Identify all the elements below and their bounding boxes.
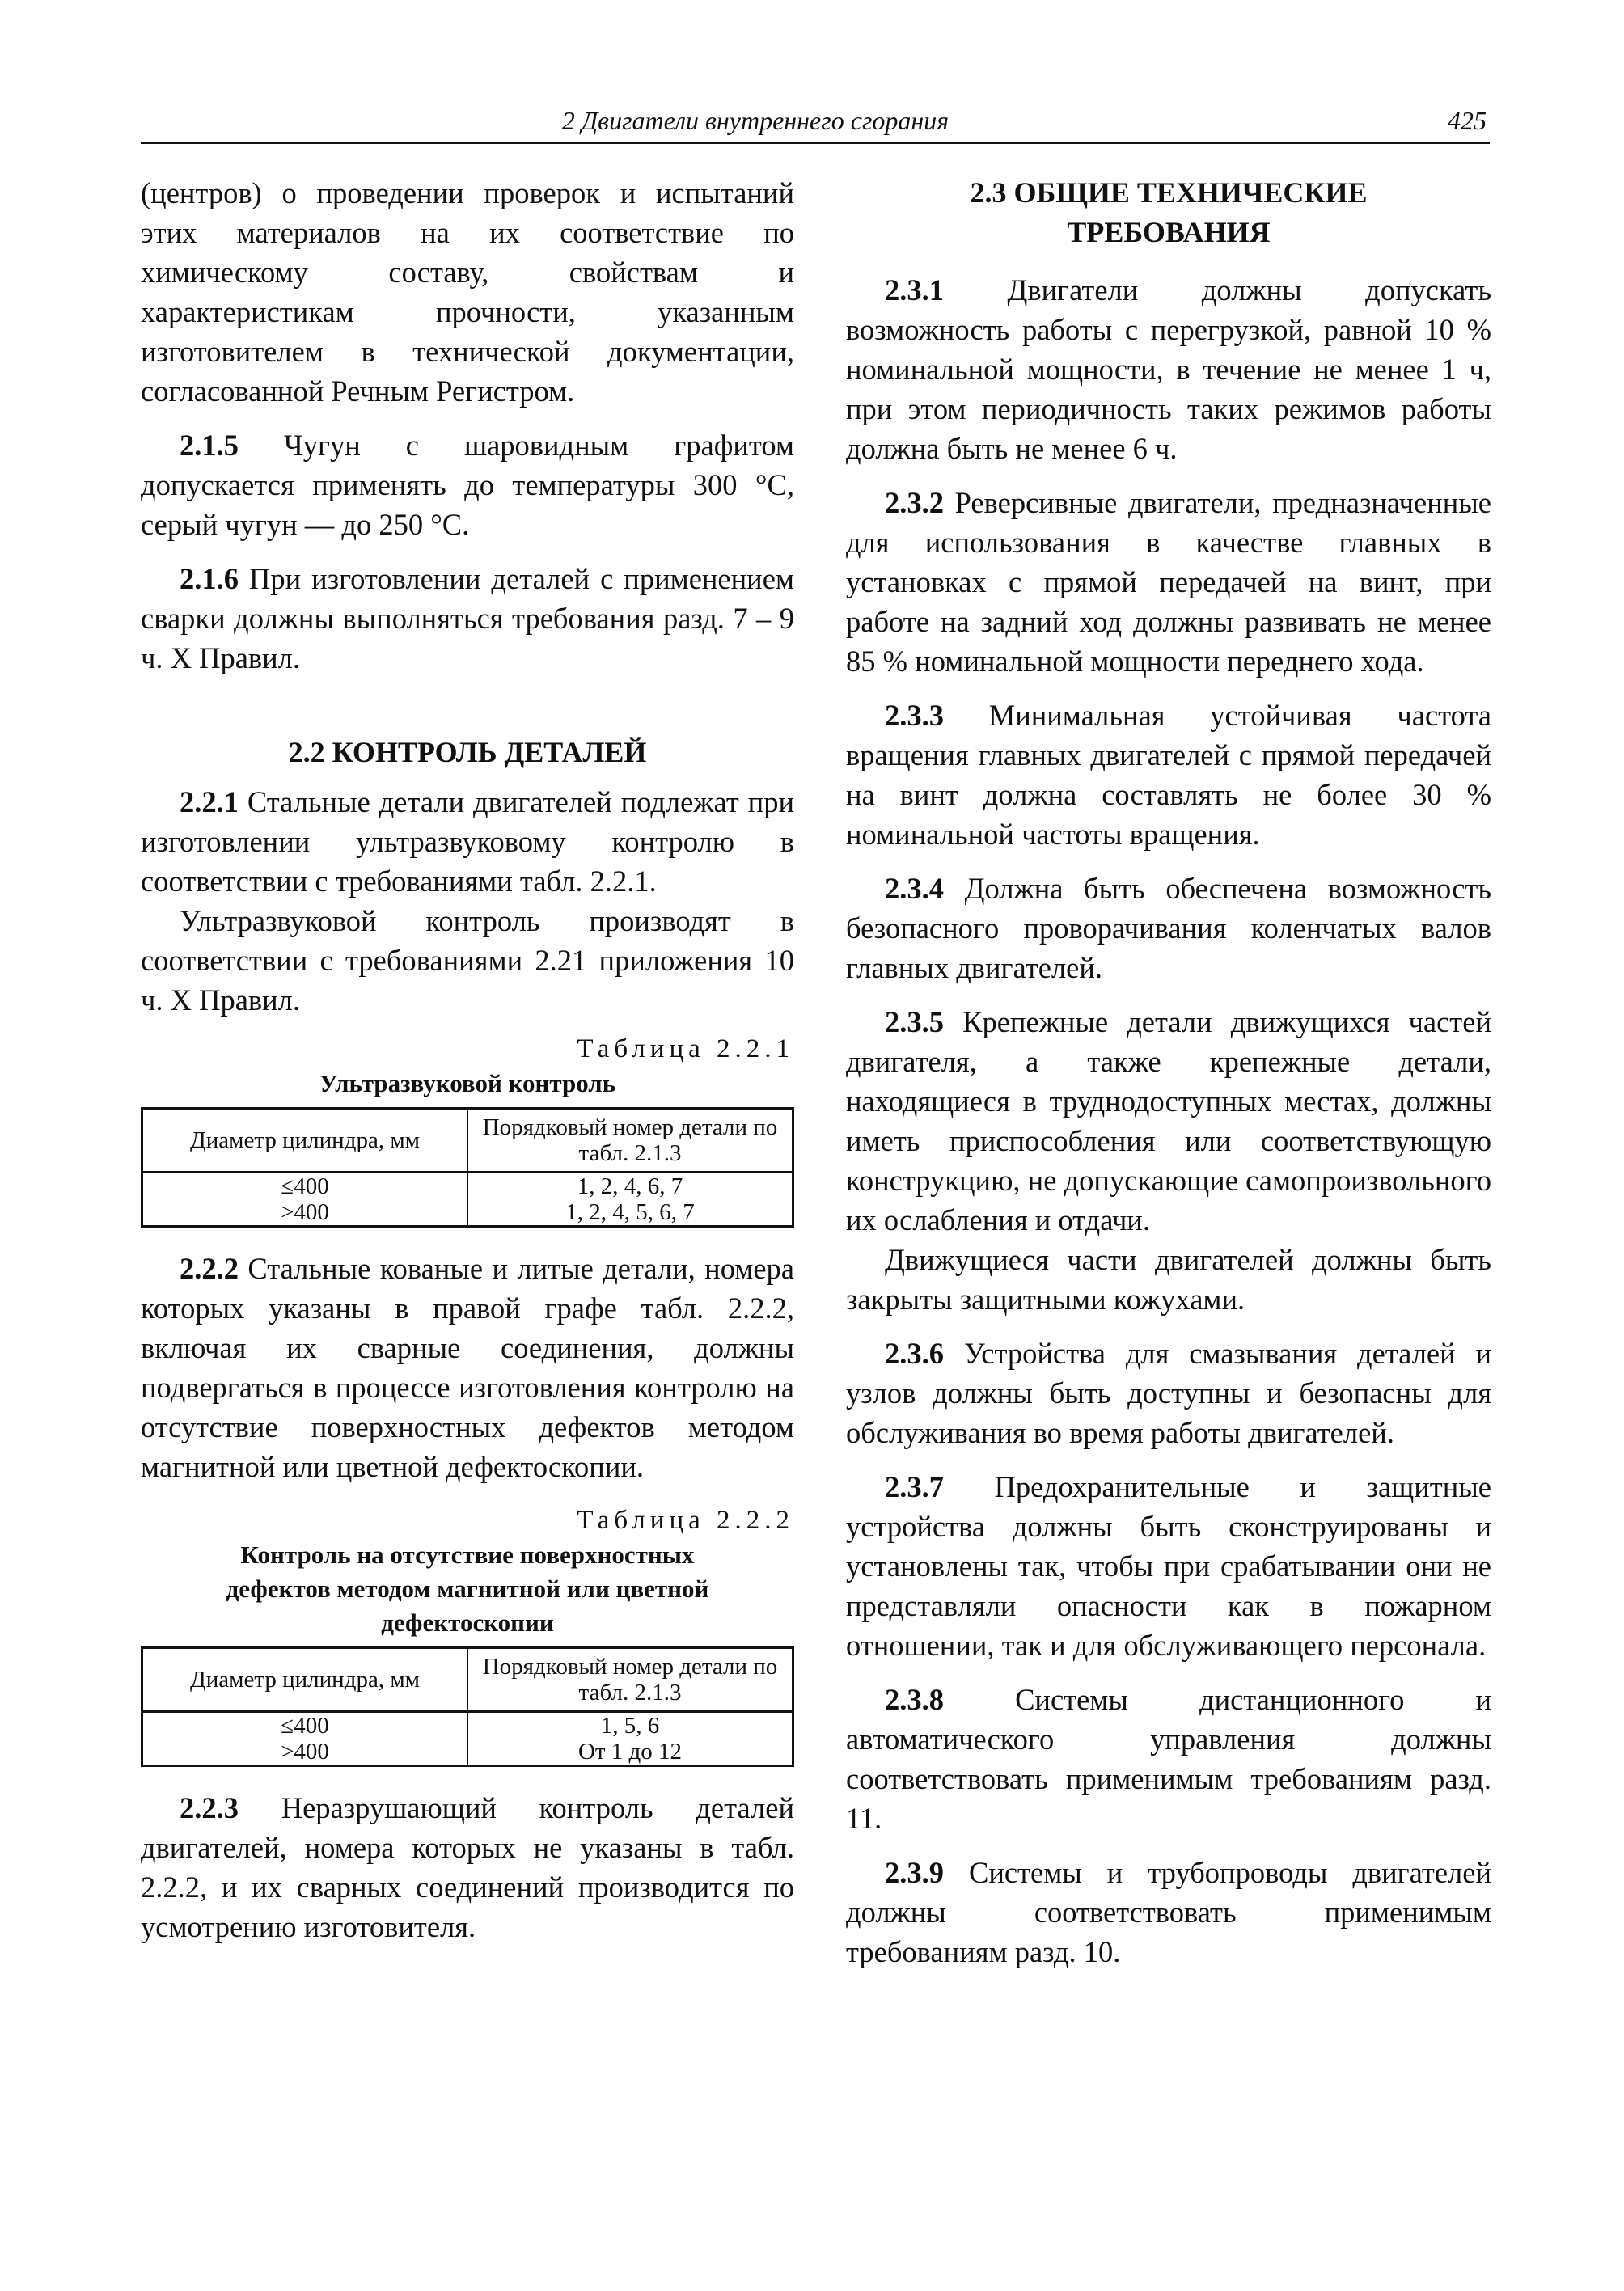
cell-diameter: >400: [142, 1199, 468, 1227]
column-header: Порядковый номер детали по табл. 2.1.3: [467, 1109, 793, 1173]
clause-number: 2.3.6: [885, 1337, 944, 1370]
running-header: [141, 103, 1490, 144]
paragraph-2-1-6: [141, 559, 794, 678]
cell-part-number: 1, 5, 6: [467, 1712, 793, 1739]
paragraph-2-3-1: [846, 270, 1491, 468]
table-row: [142, 1173, 793, 1200]
table-row: [142, 1199, 793, 1227]
table-row: [142, 1739, 793, 1766]
surface-defects-table: [141, 1646, 794, 1767]
clause-number: 2.3.4: [885, 872, 944, 905]
clause-text: Стальные детали двигателей подлежат при изготовлении ультразвуковому контролю в соответствии с требованиями табл. 2.2.1.: [141, 785, 794, 898]
clause-text: При изготовлении деталей с применением сварки должны выполняться требования разд. 7 – 9 ч. X Правил.: [141, 562, 794, 674]
section-heading-2-3: 2.3 ОБЩИЕ ТЕХНИЧЕСКИЕ ТРЕБОВАНИЯ: [970, 176, 1368, 248]
clause-number: 2.3.1: [885, 273, 944, 306]
cell-diameter: >400: [142, 1739, 468, 1766]
paragraph-2-1-5: [141, 425, 794, 544]
clause-text: Двигатели должны допускать возможность работы с перегрузкой, равной 10 % номинальной мощности, в течение не менее 1 ч, при этом периодичность таких режимов работы должна быть не менее 6 ч.: [846, 273, 1491, 465]
clause-number: 2.1.6: [180, 562, 239, 595]
paragraph-2-2-1-b: Ультразвуковой контроль производят в соответствии с требованиями 2.21 приложения 10 ч. X Правил.: [141, 904, 794, 1017]
column-header: Диаметр цилиндра, мм: [142, 1648, 468, 1712]
cell-diameter: ≤400: [142, 1173, 468, 1200]
table-title: Контроль на отсутствие поверхностных дефектов методом магнитной или цветной дефектоскопии: [226, 1541, 709, 1637]
clause-number: 2.3.9: [885, 1856, 944, 1889]
clause-number: 2.3.5: [885, 1005, 944, 1038]
header-title: 2 Двигатели внутреннего сгорания: [561, 106, 949, 135]
clause-number: 2.1.5: [180, 429, 239, 462]
clause-text: Чугун с шаровидным графитом допускается применять до температуры 300 °С, серый чугун — до 250 °С.: [141, 429, 794, 541]
clause-number: 2.3.7: [885, 1470, 944, 1503]
paragraph-2-3-4: [846, 869, 1491, 987]
paragraph-2-3-6: [846, 1334, 1491, 1452]
page-number: 425: [1448, 106, 1487, 135]
cell-part-number: От 1 до 12: [467, 1739, 793, 1766]
cell-diameter: ≤400: [142, 1712, 468, 1739]
paragraph-2-2-1: [141, 782, 794, 901]
clause-text: Реверсивные двигатели, предназначенные для использования в качестве главных в установках с прямой передачей на винт, при работе на задний ход должны развивать не менее 85 % номинальной мощности переднего хода.: [846, 486, 1491, 678]
paragraph-2-3-9: [846, 1853, 1491, 1972]
clause-text: Предохранительные и защитные устройства должны быть сконструированы и установлены так, чтобы при срабатывании они не представляли опасности как в пожарном отношении, так и для обслуживающего персонала.: [846, 1470, 1491, 1662]
paragraph-2-2-3: [141, 1788, 794, 1947]
continued-paragraph: (центров) о проведении проверок и испытаний этих материалов на их соответствие по химическому составу, свойствам и характеристикам прочности, указанным изготовителем в технической документации, согласованной Речным Регистром.: [141, 176, 794, 408]
paragraph-2-3-5: [846, 1002, 1491, 1240]
clause-text: Должна быть обеспечена возможность безопасного проворачивания коленчатых валов главных двигателей.: [846, 872, 1491, 984]
paragraph-2-3-5-b: Движущиеся части двигателей должны быть закрыты защитными кожухами.: [846, 1243, 1491, 1316]
clause-number: 2.2.2: [180, 1252, 239, 1285]
clause-text: Минимальная устойчивая частота вращения главных двигателей с прямой передачей на винт должна составлять не более 30 % номинальной частоты вращения.: [846, 699, 1491, 851]
clause-text: Неразрушающий контроль деталей двигателей, номера которых не указаны в табл. 2.2.2, и их сварных соединений производится по усмотрению изготовителя.: [141, 1791, 794, 1943]
clause-number: 2.3.2: [885, 486, 944, 519]
ultrasonic-table: [141, 1107, 794, 1228]
table-label: Таблица 2.2.2: [577, 1506, 794, 1535]
paragraph-2-2-2: [141, 1249, 794, 1486]
table-label: Таблица 2.2.1: [577, 1034, 794, 1063]
cell-part-number: 1, 2, 4, 6, 7: [467, 1173, 793, 1200]
paragraph-2-3-8: [846, 1680, 1491, 1838]
cell-part-number: 1, 2, 4, 5, 6, 7: [467, 1199, 793, 1227]
column-header: Диаметр цилиндра, мм: [142, 1109, 468, 1173]
paragraph-2-3-7: [846, 1467, 1491, 1665]
paragraph-2-3-2: [846, 483, 1491, 681]
column-header: Порядковый номер детали по табл. 2.1.3: [467, 1648, 793, 1712]
clause-number: 2.3.3: [885, 699, 944, 732]
clause-text: Системы и трубопроводы двигателей должны соответствовать применимым требованиям разд. 10.: [846, 1856, 1491, 1968]
clause-number: 2.2.1: [180, 785, 239, 818]
right-column: [846, 173, 1491, 1972]
clause-number: 2.2.3: [180, 1791, 239, 1824]
clause-text: Стальные кованые и литые детали, номера которых указаны в правой графе табл. 2.2.2, включая их сварные соединения, должны подвергаться в процессе изготовления контролю на отсутствие поверхностных дефектов методом магнитной или цветной дефектоскопии.: [141, 1252, 794, 1483]
section-heading-2-2: 2.2 КОНТРОЛЬ ДЕТАЛЕЙ: [288, 736, 647, 768]
clause-text: Устройства для смазывания деталей и узлов должны быть доступны и безопасны для обслуживания во время работы двигателей.: [846, 1337, 1491, 1449]
clause-text: Крепежные детали движущихся частей двигателя, а также крепежные детали, находящиеся в труднодоступных местах, должны иметь приспособления или соответствующую конструкцию, не допускающие самопроизвольного их ослабления и отдачи.: [846, 1005, 1491, 1236]
left-column: [141, 173, 794, 1947]
table-title: Ультразвуковой контроль: [319, 1069, 616, 1097]
clause-number: 2.3.8: [885, 1683, 944, 1716]
clause-text: Системы дистанционного и автоматического управления должны соответствовать применимым требованиям разд. 11.: [846, 1683, 1491, 1835]
paragraph-2-3-3: [846, 695, 1491, 854]
table-row: [142, 1712, 793, 1739]
